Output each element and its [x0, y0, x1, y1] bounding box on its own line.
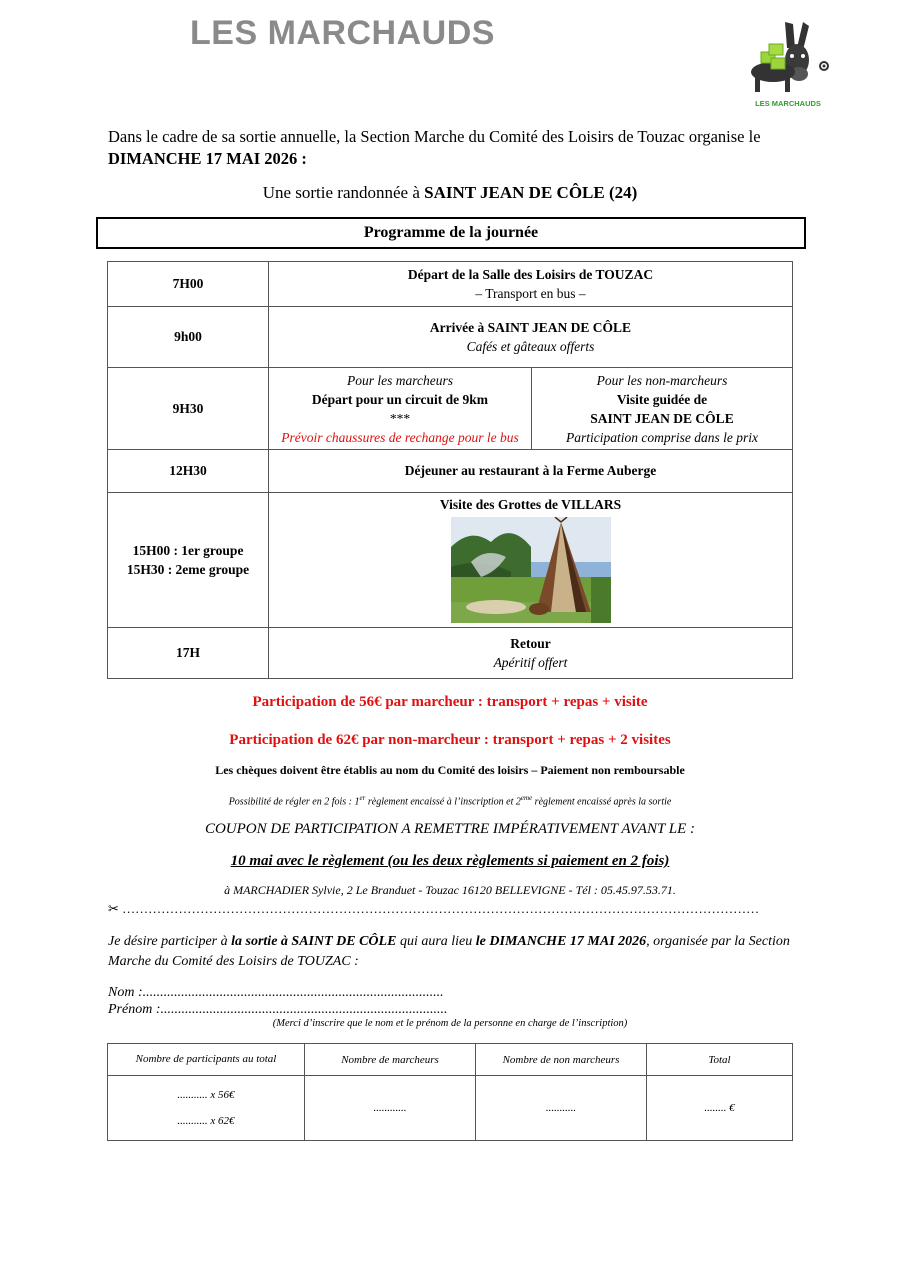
coupon-deadline: 10 mai avec le règlement (ou les deux règlements si paiement en 2 fois): [230, 853, 670, 869]
sortie-line: [0, 183, 900, 203]
activity-title: Retour: [510, 636, 551, 651]
scissors-icon: ✂: [108, 901, 119, 916]
activity-title: Départ pour un circuit de 9km: [311, 391, 489, 407]
count-56: ........... x 56€: [177, 1089, 235, 1101]
payment-note: [0, 794, 900, 807]
participation-statement: [108, 932, 808, 972]
donkey-logo: [735, 18, 835, 113]
activity-title: Visite des Grottes de VILLARS: [439, 497, 622, 512]
time-group-2: 15H30 : 2eme groupe: [126, 562, 250, 577]
coupon-address: à MARCHADIER Sylvie, 2 Le Branduet - Touzac 16120 BELLEVIGNE - Tél : 05.45.97.53.71.: [224, 883, 676, 897]
total-cell[interactable]: ........ €: [647, 1076, 793, 1141]
table-row: [108, 493, 793, 628]
non-marcheurs-count-cell[interactable]: ...........: [476, 1076, 647, 1141]
activity-sub: Apéritif offert: [493, 655, 568, 670]
table-row: [108, 1044, 793, 1076]
nom-field[interactable]: Nom :......................................................................................: [108, 985, 444, 1000]
table-row: [108, 262, 793, 307]
intro-paragraph: [108, 126, 808, 170]
activity-note: Prévoir chaussures de rechange pour le bus: [281, 429, 519, 445]
time-cell: 7H00: [108, 262, 269, 307]
dotted-cut-line: …………………………………………………………………………………………………………………………………: [122, 901, 760, 916]
header-cell: Total: [647, 1044, 793, 1076]
time-cell: 12H30: [108, 450, 269, 493]
statement-a: Je désire participer à: [108, 934, 232, 949]
payment-note-b: règlement encaissé à l’inscription et 2: [365, 796, 521, 808]
statement-b: la sortie à SAINT DE CÔLE: [231, 934, 397, 949]
activity-cell: [269, 307, 793, 368]
audience-label: Pour les marcheurs: [347, 372, 453, 388]
separator-stars: ***: [389, 410, 411, 426]
count-62: ........... x 62€: [177, 1115, 235, 1127]
logo-caption: LES MARCHAUDS: [755, 99, 821, 108]
activity-cell: [269, 493, 793, 628]
table-row: [108, 307, 793, 368]
sortie-prefix: Une sortie randonnée à: [262, 183, 420, 202]
activity-cell: [269, 628, 793, 679]
time-cell: 17H: [108, 628, 269, 679]
price-marcheur: Participation de 56€ par marcheur : transport + repas + visite: [252, 694, 648, 710]
activity-note: Participation comprise dans le prix: [566, 429, 758, 445]
header-cell: Nombre de marcheurs: [305, 1044, 476, 1076]
time-group-1: 15H00 : 1er groupe: [132, 543, 244, 558]
statement-c: qui aura lieu: [396, 934, 476, 949]
statement-d: le DIMANCHE 17 MAI 2026: [475, 934, 647, 949]
activity-sub: – Transport en bus –: [475, 286, 586, 301]
grottes-photo: [451, 517, 611, 623]
activity-cell: Déjeuner au restaurant à la Ferme Auberge: [269, 450, 793, 493]
activity-title: Départ de la Salle des Loisirs de TOUZAC: [407, 267, 654, 282]
page-title: LES MARCHAUDS: [190, 14, 495, 52]
header-cell: Nombre de non marcheurs: [476, 1044, 647, 1076]
audience-label: Pour les non-marcheurs: [596, 372, 728, 388]
time-cell: [108, 493, 269, 628]
non-marcheurs-cell: [532, 368, 793, 450]
intro-text: Dans le cadre de sa sortie annuelle, la Section Marche du Comité des Loisirs de Touzac organise le: [108, 127, 761, 146]
prenom-field[interactable]: Prénom :..................................................................................: [108, 1002, 448, 1017]
activity-title: Visite guidée de: [616, 391, 708, 407]
marcheurs-count-cell[interactable]: ............: [305, 1076, 476, 1141]
cut-line: [108, 901, 759, 917]
payment-note-c: règlement encaissé après la sortie: [532, 796, 672, 808]
table-row: [108, 1076, 793, 1141]
event-date: DIMANCHE 17 MAI 2026 :: [108, 149, 307, 168]
marcheurs-cell: [269, 368, 532, 450]
activity-title: Arrivée à SAINT JEAN DE CÔLE: [429, 320, 632, 335]
cheques-note: Les chèques doivent être établis au nom du Comité des loisirs – Paiement non remboursable: [215, 763, 685, 777]
price-non-marcheur: Participation de 62€ par non-marcheur : transport + repas + 2 visites: [229, 732, 671, 748]
coupon-heading: COUPON DE PARTICIPATION A REMETTRE IMPÉRATIVEMENT AVANT LE :: [204, 821, 696, 837]
time-cell: 9h00: [108, 307, 269, 368]
statement-e: , organisée par la Section Marche du Comité des Loisirs de TOUZAC :: [108, 934, 790, 969]
name-fields: [108, 984, 448, 1018]
merci-note: (Merci d’inscrire que le nom et le prénom de la personne en charge de l’inscription): [272, 1018, 628, 1029]
schedule-table: [107, 261, 793, 679]
participants-cell[interactable]: [108, 1076, 305, 1141]
table-row: [108, 450, 793, 493]
time-cell: 9H30: [108, 368, 269, 450]
activity-sub: Cafés et gâteaux offerts: [466, 339, 595, 354]
sup-er: er: [359, 794, 366, 802]
table-row: [108, 628, 793, 679]
count-table: [107, 1043, 793, 1141]
sup-eme: eme: [520, 794, 533, 802]
activity-cell: [269, 262, 793, 307]
sortie-place: SAINT JEAN DE CÔLE (24): [424, 183, 638, 202]
programme-title: Programme de la journée: [96, 217, 806, 249]
payment-note-a: Possibilité de régler en 2 fois : 1: [228, 796, 360, 808]
table-row: [108, 368, 793, 450]
header-cell: Nombre de participants au total: [108, 1044, 305, 1076]
activity-title: SAINT JEAN DE CÔLE: [590, 410, 734, 426]
